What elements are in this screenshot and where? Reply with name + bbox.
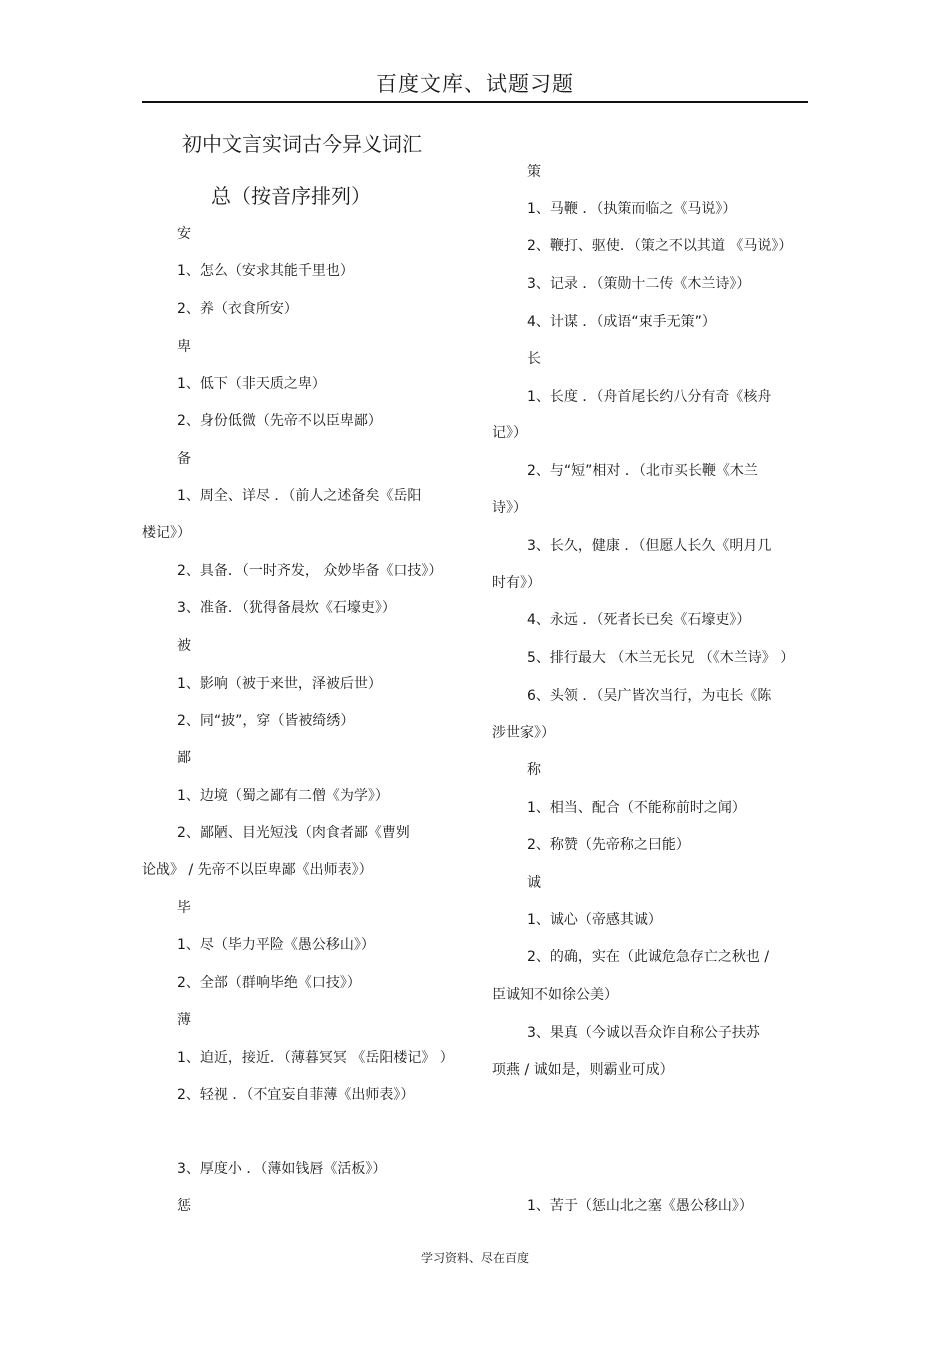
entry-headword: 安 (177, 226, 191, 242)
entry-definition: 3、记录 ．（策勋十二传《木兰诗》） (527, 276, 751, 292)
entry-headword: 卑 (177, 339, 191, 355)
entry-definition: 1、长度 ．（舟首尾长约八分有奇《核舟 (527, 389, 772, 405)
entry-headword: 称 (527, 762, 541, 778)
entry-definition: 2、全部（群响毕绝《口技》） (177, 975, 361, 991)
entry-definition: 2、同“披”，穿（皆被绮绣） (177, 713, 355, 729)
entry-headword: 惩 (177, 1198, 191, 1214)
entry-continuation: 项燕 / 诚如是，则霸业可成） (492, 1062, 674, 1078)
document-title-line1: 初中文言实词古今异义词汇 (182, 132, 422, 156)
entry-definition: 1、周全、详尽 ．（前人之述备矣《岳阳 (177, 488, 422, 504)
entry-continuation: 诗》） (492, 500, 527, 516)
entry-headword: 备 (177, 451, 191, 467)
entry-definition: 1、迫近，接近．（薄暮冥冥 《岳阳楼记》 ） (177, 1050, 454, 1066)
entry-continuation: 时有》） (492, 575, 541, 591)
entry-definition: 4、永远 ．（死者长已矣《石壕吏》） (527, 612, 751, 628)
entry-definition: 3、长久，健康 ．（但愿人长久《明月几 (527, 538, 772, 554)
entry-headword: 策 (527, 164, 541, 180)
entry-definition: 2、身份低微（先帝不以臣卑鄙） (177, 413, 382, 429)
page-header-title: 百度文库、试题习题 (376, 72, 574, 96)
entry-continuation: 涉世家》） (492, 725, 555, 741)
entry-headword: 鄙 (177, 750, 191, 766)
entry-definition: 1、马鞭 ．（执策而临之《马说》） (527, 201, 737, 217)
entry-definition: 6、头领 ．（吴广皆次当行，为屯长《陈 (527, 688, 772, 704)
entry-definition: 4、计谋 ．（成语“束手无策”） (527, 314, 716, 330)
entry-definition: 2、轻视 ．（不宜妄自菲薄《出师表》） (177, 1087, 415, 1103)
entry-continuation: 论战》 / 先帝不以臣卑鄙《出师表》） (142, 862, 373, 878)
entry-definition: 2、称赞（先帝称之曰能） (527, 837, 690, 853)
entry-headword: 长 (527, 351, 541, 367)
entry-definition: 1、低下（非天质之卑） (177, 376, 326, 392)
entry-definition: 2、的确，实在（此诚危急存亡之秋也 / (527, 949, 770, 965)
entry-definition: 2、与“短”相对 ．（北市买长鞭《木兰 (527, 463, 758, 479)
entry-continuation: 记》） (492, 425, 527, 441)
entry-headword: 被 (177, 638, 191, 654)
entry-headword: 薄 (177, 1012, 191, 1028)
entry-definition: 2、具备．（一时齐发， 众妙毕备《口技》） (177, 563, 443, 579)
entry-definition: 1、尽（毕力平险《愚公移山》） (177, 937, 375, 953)
entry-definition: 1、苦于（惩山北之塞《愚公移山》） (527, 1198, 753, 1214)
document-title-line2: 总（按音序排列） (211, 184, 371, 208)
entry-headword: 诚 (527, 875, 541, 891)
entry-definition: 3、厚度小 ．（薄如钱唇《活板》） (177, 1161, 387, 1177)
entry-definition: 3、准备．（犹得备晨炊《石壕吏》） (177, 600, 396, 616)
entry-definition: 1、影响（被于来世，泽被后世） (177, 676, 382, 692)
entry-definition: 3、果真（今诚以吾众诈自称公子扶苏 (527, 1025, 760, 1041)
entry-continuation: 楼记》） (142, 525, 191, 541)
entry-headword: 毕 (177, 900, 191, 916)
entry-definition: 2、鞭打、驱使．（策之不以其道 《马说》） (527, 238, 793, 254)
entry-definition: 1、怎么（安求其能千里也） (177, 263, 354, 279)
entry-definition: 1、相当、配合（不能称前时之闻） (527, 800, 746, 816)
entry-definition: 1、诚心（帝感其诚） (527, 912, 662, 928)
page-footer: 学习资料、尽在百度 (420, 1251, 529, 1265)
entry-definition: 2、养（衣食所安） (177, 301, 298, 317)
entry-definition: 5、排行最大 （木兰无长兄 （《木兰诗》 ） (527, 650, 795, 666)
header-rule (142, 101, 808, 103)
entry-continuation: 臣诚知不如徐公美） (492, 987, 618, 1003)
entry-definition: 2、鄙陋、目光短浅（肉食者鄙《曹刿 (177, 825, 410, 841)
entry-definition: 1、边境（蜀之鄙有二僧《为学》） (177, 788, 389, 804)
